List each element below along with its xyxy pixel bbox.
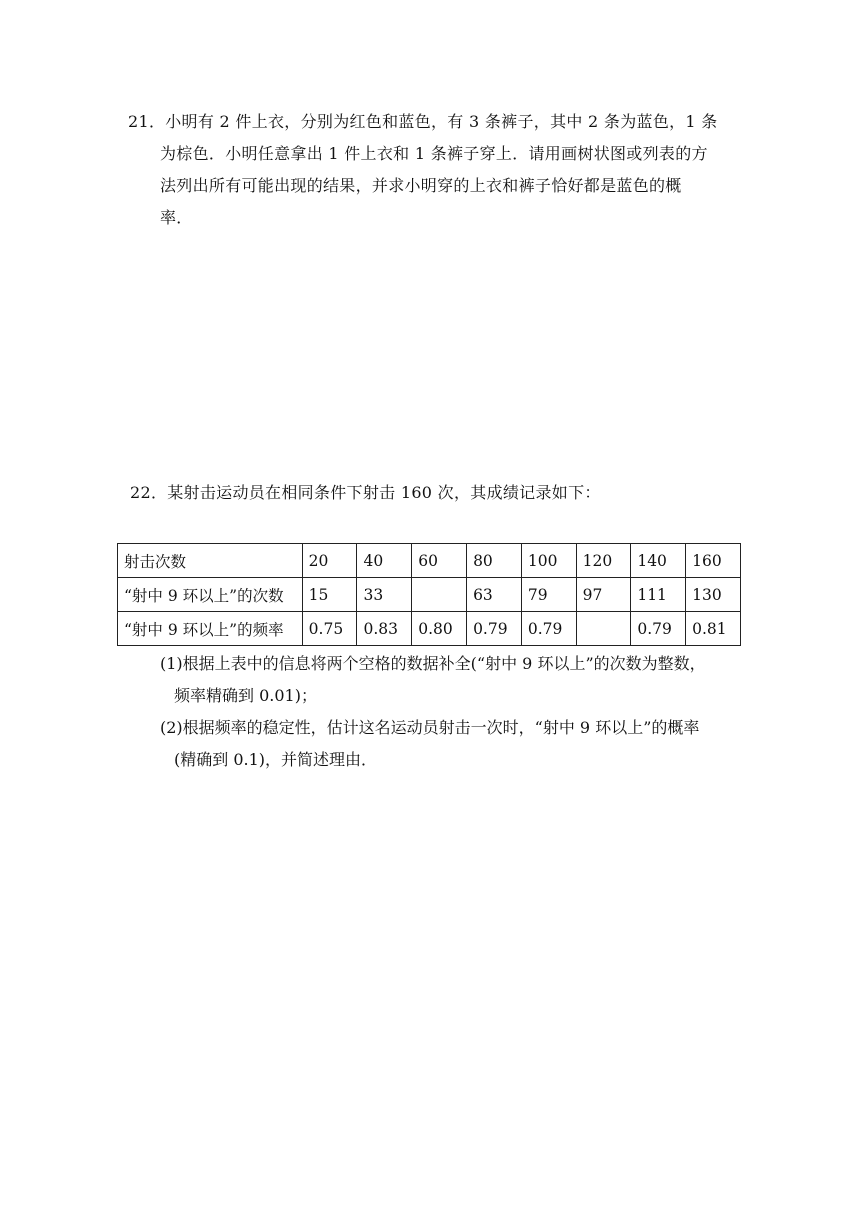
- part-1-line-2: 频率精确到 0.01)；: [174, 686, 317, 705]
- table-cell: 160: [686, 544, 741, 578]
- table-row-hits: [118, 578, 741, 612]
- table-cell: 120: [576, 544, 631, 578]
- table-cell: 79: [521, 578, 576, 612]
- shooting-record-table: [117, 543, 741, 646]
- table-cell: 63: [467, 578, 522, 612]
- table-cell: 15: [302, 578, 357, 612]
- question-22-stem: 22．某射击运动员在相同条件下射击 160 次，其成绩记录如下：: [130, 483, 601, 502]
- question-21-line-2: 为棕色．小明任意拿出 1 件上衣和 1 条裤子穿上．请用画树状图或列表的方: [160, 144, 708, 163]
- table-cell: 0.83: [357, 612, 412, 646]
- question-22-parts: [160, 648, 750, 776]
- table-cell: 40: [357, 544, 412, 578]
- table-cell: 97: [576, 578, 631, 612]
- table-cell: 0.81: [686, 612, 741, 646]
- table-cell: 140: [631, 544, 686, 578]
- part-2-line-1: (2)根据频率的稳定性，估计这名运动员射击一次时，“射中 9 环以上”的概率: [160, 718, 700, 737]
- part-1: [160, 648, 750, 712]
- table-cell: 0.80: [412, 612, 467, 646]
- table-cell: 0.79: [631, 612, 686, 646]
- part-2: [160, 712, 750, 776]
- table-cell: 80: [467, 544, 522, 578]
- table-cell: “射中 9 环以上”的频率: [118, 612, 303, 646]
- table-cell: 20: [302, 544, 357, 578]
- table-cell: 0.75: [302, 612, 357, 646]
- table-cell: “射中 9 环以上”的次数: [118, 578, 303, 612]
- blank-cell: [576, 612, 631, 646]
- part-1-line-1: (1)根据上表中的信息将两个空格的数据补全(“射中 9 环以上”的次数为整数，: [160, 654, 706, 673]
- table-row-frequency: [118, 612, 741, 646]
- table-cell: 130: [686, 578, 741, 612]
- question-21-line-4: 率．: [160, 208, 193, 227]
- table-cell: 100: [521, 544, 576, 578]
- blank-cell: [412, 578, 467, 612]
- question-21-line-1: 21．小明有 2 件上衣，分别为红色和蓝色，有 3 条裤子，其中 2 条为蓝色，1 条: [128, 112, 718, 131]
- question-21-line-3: 法列出所有可能出现的结果，并求小明穿的上衣和裤子恰好都是蓝色的概: [160, 176, 682, 195]
- table-cell: 0.79: [521, 612, 576, 646]
- part-2-line-2: (精确到 0.1)，并简述理由．: [174, 750, 378, 769]
- table-cell: 111: [631, 578, 686, 612]
- table-cell: 60: [412, 544, 467, 578]
- question-21: [128, 106, 738, 234]
- table-cell: 0.79: [467, 612, 522, 646]
- table-row-shots: [118, 544, 741, 578]
- table-cell: 33: [357, 578, 412, 612]
- table-cell: 射击次数: [118, 544, 303, 578]
